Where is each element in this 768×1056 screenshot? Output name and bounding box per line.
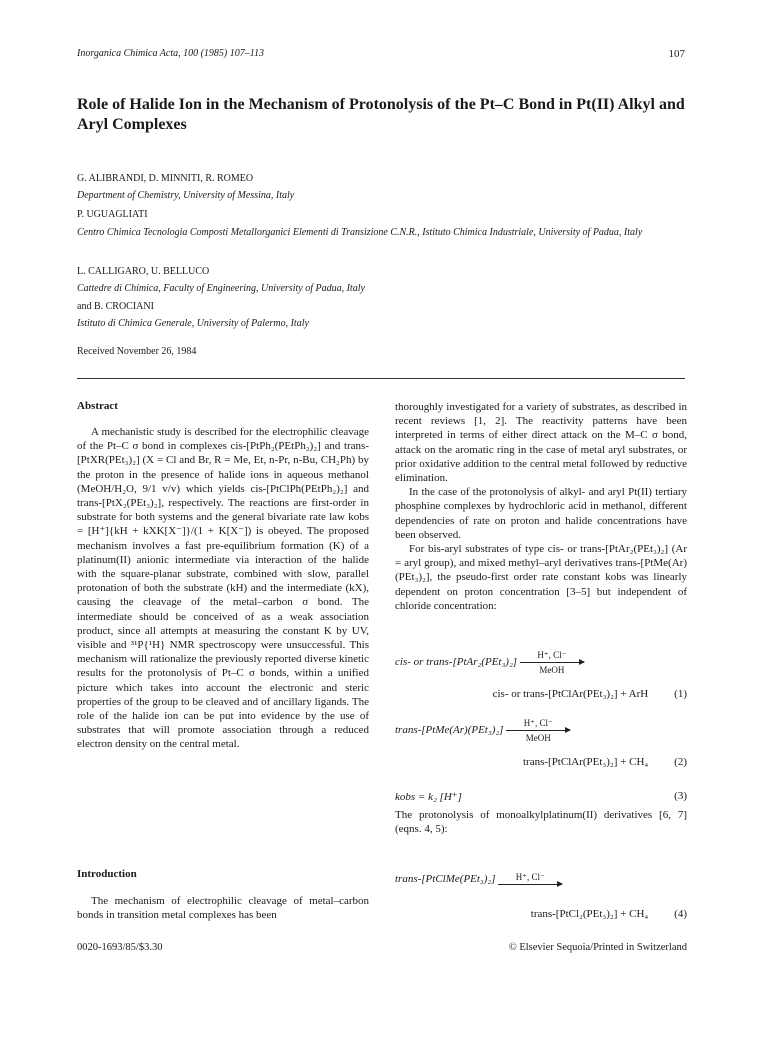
copyright-notice: © Elsevier Sequoia/Printed in Switzerland [508, 942, 687, 953]
page-number: 107 [668, 48, 685, 60]
author-names: L. CALLIGARO, U. BELLUCO [77, 266, 210, 277]
equation-product: cis- or trans-[PtClAr(PEt₃)₂] + ArH [492, 688, 649, 700]
article-title: Role of Halide Ion in the Mechanism of Protonolysis of the Pt–C Bond in Pt(II) Alkyl and Aryl Complexes [77, 96, 685, 133]
paragraph: For bis-aryl substrates of type cis- or trans-[PtAr₂(PEt₃)₂] (Ar = aryl group), and mixed methyl–aryl derivatives trans-[PtMe(Ar)(PEt₃)₂], the pseudo-first order rate constant kobs was linearly dependent on proton concentration [3–5] but independent of chloride concentration: [395, 543, 687, 612]
equation-1 [395, 650, 687, 675]
introduction-text: The mechanism of electrophilic cleavage of metal–carbon bonds in transition metal complexes has been [77, 895, 369, 922]
right-column-text [395, 400, 687, 613]
author-affiliation: Department of Chemistry, University of Messina, Italy [77, 190, 295, 201]
equation-product: trans-[PtClAr(PEt₃)₂] + CH₄ [522, 756, 649, 768]
equation-4 [395, 872, 687, 887]
equation-3 [395, 790, 687, 803]
equation-1-product [395, 688, 687, 700]
author-affiliation: Centro Chimica Tecnologia Composti Metallorganici Elementi di Transizione C.N.R., Istituto Chimica Industriale, University of Padua, Italy [77, 227, 643, 238]
arrow-solvent: MeOH [525, 733, 551, 743]
right-column-text-2 [395, 808, 687, 836]
author-names: P. UGUAGLIATI [77, 209, 148, 220]
equation-number: (2) [674, 756, 687, 768]
equation-4-product [395, 908, 687, 920]
paragraph: The protonolysis of monoalkylplatinum(II) derivatives [6, 7] (eqns. 4, 5): [395, 809, 687, 836]
abstract-body [77, 425, 369, 752]
introduction-heading: Introduction [77, 868, 137, 880]
document-code: 0020-1693/85/$3.30 [77, 942, 163, 953]
equation-reactant: cis- or trans-[PtAr₂(PEt₃)₂] [395, 656, 518, 669]
arrow-reagent: H⁺, Cl⁻ [537, 650, 567, 660]
reaction-arrow [506, 718, 570, 743]
equation-number: (1) [674, 688, 687, 700]
arrow-solvent: MeOH [539, 665, 565, 675]
arrow-reagent: H⁺, Cl⁻ [515, 872, 545, 882]
paragraph: thoroughly investigated for a variety of substrates, as described in recent reviews [1, 2]. The reactivity patterns have been interpreted in terms of either direct attack on the M–C σ bond, attack on the aromatic ring in the case of metal aryl substrates, or prior oxidative addition to the central metal followed by reductive elimination. [395, 401, 687, 485]
reaction-arrow [520, 650, 584, 675]
received-date: Received November 26, 1984 [77, 346, 197, 357]
author-names: G. ALIBRANDI, D. MINNITI, R. ROMEO [77, 173, 254, 184]
reaction-arrow [498, 872, 562, 887]
introduction-body [77, 894, 369, 922]
journal-header: Inorganica Chimica Acta, 100 (1985) 107–113 [77, 48, 265, 59]
author-affiliation: Cattedre di Chimica, Faculty of Engineering, University of Padua, Italy [77, 283, 365, 294]
abstract-text: A mechanistic study is described for the electrophilic cleavage of the Pt–C σ bond in complexes cis-[PtPh₂(PEtPh₂)₂] and trans-[PtXR(PEt₃)₂] (X = Cl and Br, R = Me, Et, n-Pr, n-Bu, CH₂Ph) by the proton in the presence of halide ions in aqueous methanol (MeOH/H₂O, 9/1 v/v) which yields cis-[PtClPh(PEtPh₂)₂] and trans-[PtX₂(PEt₃)₂], respectively. The reactions are first-order in substrate for both systems and the general bivariate rate law kobs = [H⁺]{kH + kXK[X⁻]}/(1 + K[X⁻]) is obeyed. The proposed mechanism involves a fast pre-equilibrium formation (K) of a platinum(II) anionic intermediate via interaction of the halide with the square-planar substrate, combined with slow, parallel protonation of both the substrate (kH) and the intermediate (kX), causing the cleavage of the metal–carbon σ bond. The intermediate should be conceived of as a weak association product, since all attempts at measuring the constant K by UV, visible and ³¹P{¹H} NMR spectroscopy were unsuccessful. This mechanism will rationalize the previously reported diverse kinetic results for the protonolysis of Pt–C σ bonds, within a unified picture which takes into account the electronic and steric properties of the group to be cleaved and of ancillary ligands. The role of the halide ion can be put into evidence by the use of substrates that will promote association through a reduced electron density on the central metal. [77, 426, 369, 751]
equation-number: (3) [674, 790, 687, 802]
equation-number: (4) [674, 908, 687, 920]
arrow-reagent: H⁺, Cl⁻ [523, 718, 553, 728]
author-names: and B. CROCIANI [77, 301, 154, 312]
equation-reactant: trans-[PtMe(Ar)(PEt₃)₂] [395, 724, 504, 737]
equation-2-product [395, 756, 687, 768]
header-rule [77, 378, 685, 379]
rate-law: kobs = k₂ [H⁺] [395, 791, 462, 803]
author-affiliation: Istituto di Chimica Generale, University of Palermo, Italy [77, 318, 309, 329]
equation-product: trans-[PtCl₂(PEt₃)₂] + CH₄ [530, 908, 649, 920]
paragraph: In the case of the protonolysis of alkyl- and aryl Pt(II) tertiary phosphine complexes by hydrochloric acid in methanol, different dependencies of rate on proton and halide concentrations have been observed. [395, 486, 687, 541]
abstract-heading: Abstract [77, 400, 118, 412]
equation-2 [395, 718, 687, 743]
equation-reactant: trans-[PtClMe(PEt₃)₂] [395, 873, 496, 886]
